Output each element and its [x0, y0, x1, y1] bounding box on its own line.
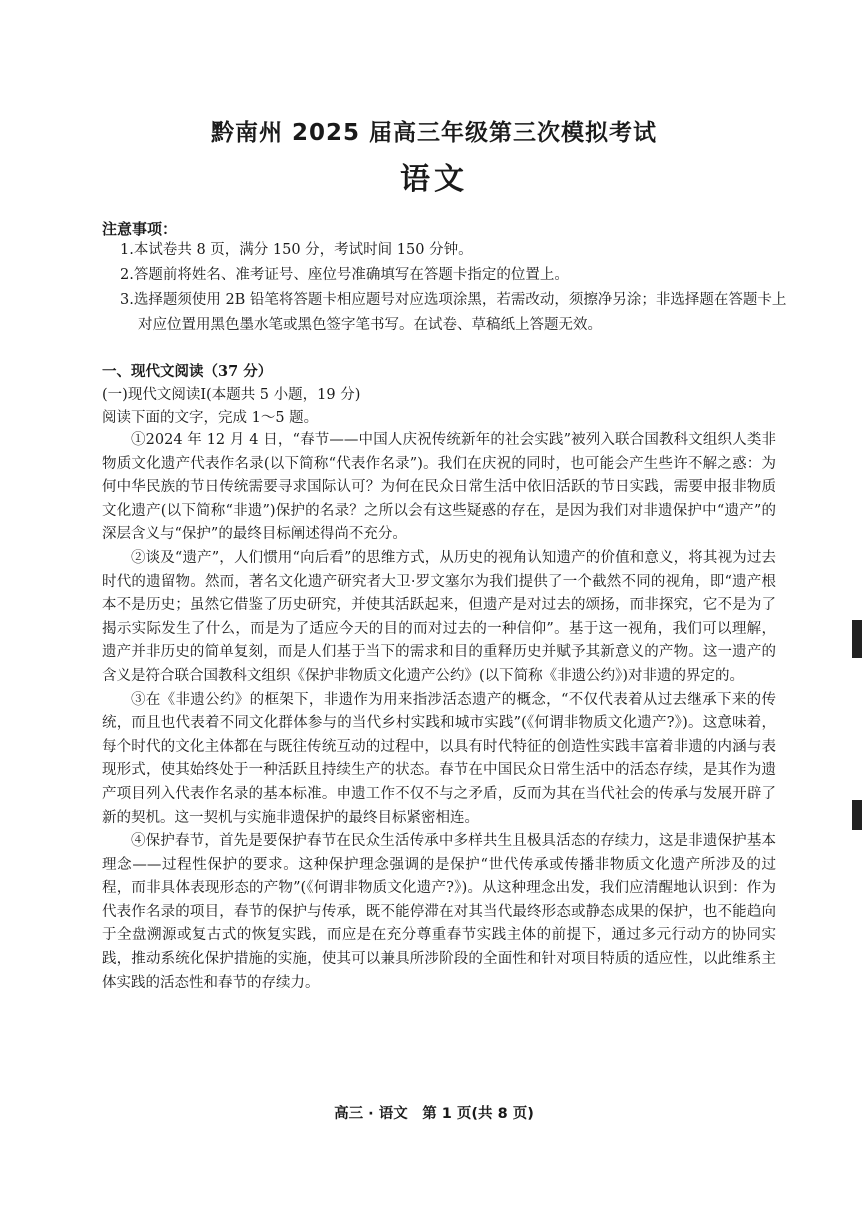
reading-instruction: 阅读下面的文字，完成 1～5 题。: [102, 410, 319, 426]
passage-paragraph: ③在《非遗公约》的框架下，非遗作为用来指涉活态遗产的概念，“不仅代表着从过去继承下来的传统，而且也代表着不同文化群体参与的当代乡村实践和城市实践”(《何谓非物质文化遗产?》)。这意味着，每个时代的文化主体都在与既往传统互动的过程中，以具有时代特征的创造性实践丰富着非遗的内涵与表现形式，使其始终处于一种活跃且持续生产的状态。春节在中国民众日常生活中的活态存续，是其作为遗产项目列入代表作名录的基本标准。申遗工作不仅不与之矛盾，反而为其在当代社会的传承与发展开辟了新的契机。这一契机与实施非遗保护的最终目标紧密相连。: [102, 691, 776, 826]
note-item: 3.选择题须使用 2B 铅笔将答题卡相应题号对应选项涂黑，若需改动，须擦净另涂；非选择题在答题卡上对应位置用黑色墨水笔或黑色签字笔书写。在试卷、草稿纸上答题无效。: [120, 292, 787, 333]
subject-title: 语文: [400, 162, 468, 197]
subsection-heading: (一)现代文阅读Ⅰ(本题共 5 小题，19 分): [102, 387, 361, 403]
page-footer: 高三 · 语文 第 1 页(共 8 页): [334, 1106, 534, 1122]
scan-edge-mark: [852, 620, 862, 658]
note-item: 1.本试卷共 8 页，满分 150 分，考试时间 150 分钟。: [120, 242, 473, 258]
scan-edge-mark: [852, 800, 862, 830]
section-heading: 一、现代文阅读（37 分）: [102, 363, 273, 380]
notes-heading: 注意事项：: [102, 220, 178, 238]
passage-paragraph: ①2024 年 12 月 4 日，“春节——中国人庆祝传统新年的社会实践”被列入联合国教科文组织人类非物质文化遗产代表作名录(以下简称“代表作名录”)。我们在庆祝的同时，也可能会产生些许不解之惑：为何中华民族的节日传统需要寻求国际认可？为何在民众日常生活中依旧活跃的节日实践，需要申报非物质文化遗产(以下简称“非遗”)保护的名录？之所以会有这些疑惑的存在，是因为我们对非遗保护中“遗产”的深层含义与“保护”的最终目标阐述得尚不充分。: [102, 432, 776, 543]
note-item: 2.答题前将姓名、准考证号、座位号准确填写在答题卡指定的位置上。: [120, 267, 569, 283]
reading-passage: [102, 429, 776, 995]
passage-paragraph: ②谈及“遗产”，人们惯用“向后看”的思维方式，从历史的视角认知遗产的价值和意义，将其视为过去时代的遗留物。然而，著名文化遗产研究者大卫·罗文塞尔为我们提供了一个截然不同的视角，即“遗产根本不是历史；虽然它借鉴了历史研究，并使其活跃起来，但遗产是对过去的颂扬，而非探究，它不是为了揭示实际发生了什么，而是为了适应今天的目的而对过去的一种信仰”。基于这一视角，我们可以理解，遗产并非历史的简单复刻，而是人们基于当下的需求和目的重释历史并赋予其新意义的产物。这一遗产的含义是符合联合国教科文组织《保护非物质文化遗产公约》(以下简称《非遗公约》)对非遗的界定的。: [102, 549, 776, 684]
passage-paragraph: ④保护春节，首先是要保护春节在民众生活传承中多样共生且极具活态的存续力，这是非遗保护基本理念——过程性保护的要求。这种保护理念强调的是保护“世代传承或传播非物质文化遗产所涉及的过程，而非具体表现形态的产物”(《何谓非物质文化遗产?》)。从这种理念出发，我们应清醒地认识到：作为代表作名录的项目，春节的保护与传承，既不能停滞在对其当代最终形态或静态成果的保护，也不能趋向于全盘溯源或复古式的恢复实践，而应是在充分尊重春节实践主体的前提下，通过多元行动方的协同实践，推动系统化保护措施的实施，使其可以兼具所涉阶段的全面性和针对项目特质的适应性，以此维系主体实践的活态性和春节的存续力。: [102, 833, 776, 991]
notes-list: [120, 238, 790, 338]
exam-title: 黔南州 2025 届高三年级第三次模拟考试: [210, 120, 658, 146]
